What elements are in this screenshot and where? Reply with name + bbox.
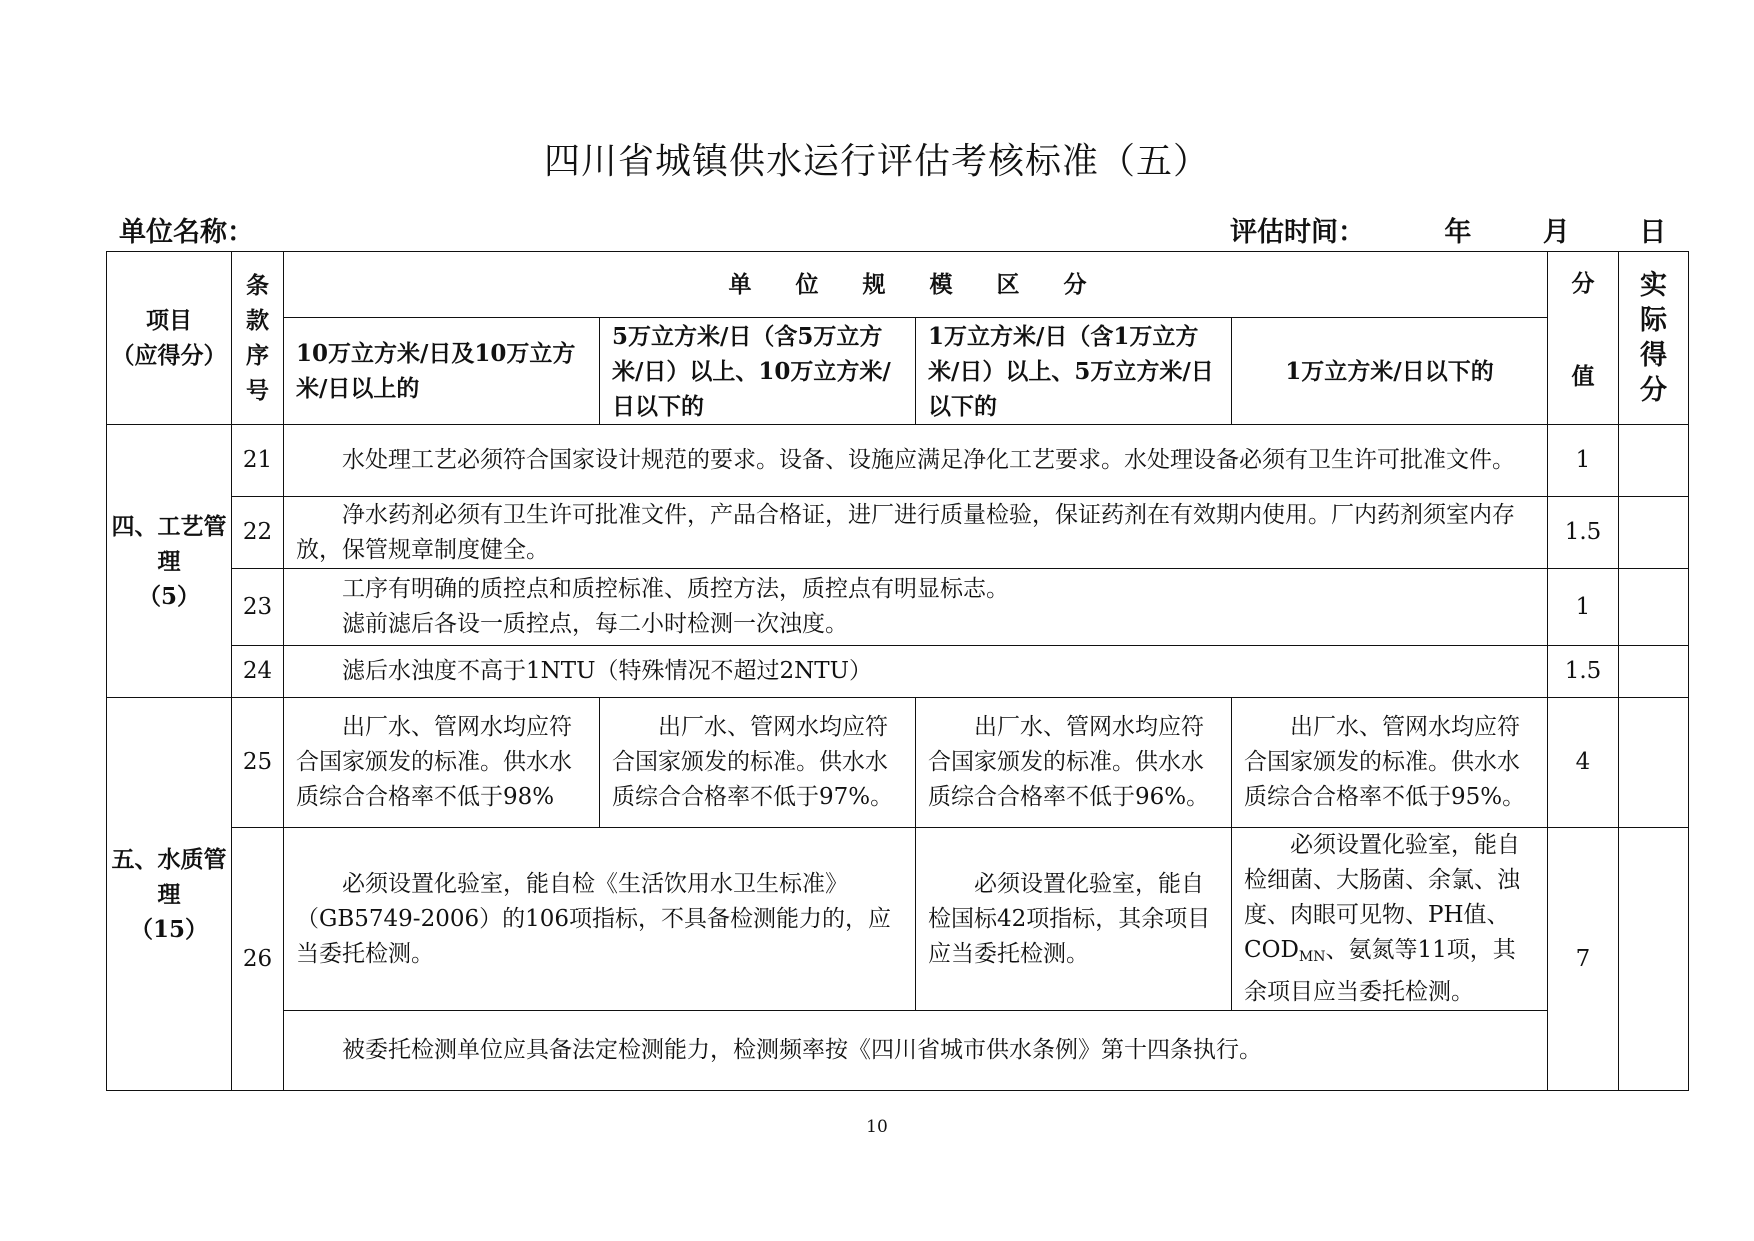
clause-text: 出厂水、管网水均应符合国家颁发的标准。供水水质综合合格率不低于95%。 bbox=[1232, 698, 1548, 828]
header-project-label: 项目 bbox=[146, 307, 192, 334]
header-clause-char: 款 bbox=[246, 307, 269, 334]
actual-score-cell[interactable] bbox=[1619, 698, 1689, 828]
actual-score-cell[interactable] bbox=[1619, 497, 1689, 569]
clause-text bbox=[1232, 828, 1548, 1011]
scale-3: 1万立方米/日（含1万立方米/日）以上、5万立方米/日以下的 bbox=[916, 318, 1232, 425]
header-actual-char: 分 bbox=[1640, 375, 1667, 406]
header-actual-char: 际 bbox=[1640, 305, 1667, 336]
section-water-quality-name: 五、水质管理 bbox=[111, 845, 227, 908]
clause-number: 26 bbox=[232, 828, 284, 1091]
header-score-char: 分 bbox=[1571, 270, 1595, 297]
score-value: 4 bbox=[1548, 698, 1619, 828]
actual-score-cell[interactable] bbox=[1619, 646, 1689, 698]
actual-score-cell[interactable] bbox=[1619, 569, 1689, 646]
score-value: 7 bbox=[1548, 828, 1619, 1091]
eval-time-label: 评估时间： bbox=[1230, 217, 1365, 248]
header-actual-char: 实 bbox=[1640, 270, 1667, 301]
assessment-table bbox=[106, 251, 1689, 1091]
clause-text: 滤后水浊度不高于1NTU（特殊情况不超过2NTU） bbox=[284, 646, 1548, 698]
actual-score-cell[interactable] bbox=[1619, 828, 1689, 1091]
unit-name-label: 单位名称： bbox=[119, 217, 254, 248]
header-actual-char: 得 bbox=[1640, 340, 1667, 371]
eval-time bbox=[1230, 210, 1666, 249]
header-clause-char: 号 bbox=[246, 377, 269, 404]
score-value: 1.5 bbox=[1548, 497, 1619, 569]
clause-text: 出厂水、管网水均应符合国家颁发的标准。供水水质综合合格率不低于96%。 bbox=[916, 698, 1232, 828]
section-process bbox=[107, 425, 232, 698]
clause-number: 24 bbox=[232, 646, 284, 698]
clause-text: 被委托检测单位应具备法定检测能力，检测频率按《四川省城市供水条例》第十四条执行。 bbox=[284, 1011, 1548, 1091]
header-score bbox=[1548, 252, 1619, 425]
clause-text: 净水药剂必须有卫生许可批准文件，产品合格证，进厂进行质量检验，保证药剂在有效期内使用。厂内药剂须室内存放，保管规章制度健全。 bbox=[284, 497, 1548, 569]
clause-text: 出厂水、管网水均应符合国家颁发的标准。供水水质综合合格率不低于98% bbox=[284, 698, 600, 828]
clause-text-subscript: MN bbox=[1298, 949, 1326, 965]
clause-number: 25 bbox=[232, 698, 284, 828]
clause-text: 出厂水、管网水均应符合国家颁发的标准。供水水质综合合格率不低于97%。 bbox=[600, 698, 916, 828]
header-clause bbox=[232, 252, 284, 425]
clause-text-line: 滤前滤后各设一质控点，每二小时检测一次浊度。 bbox=[342, 611, 848, 637]
clause-text bbox=[284, 569, 1548, 646]
clause-text-part: 必须设置化验室，能自检细菌、大肠菌、余氯、浊度、肉眼可见物、PH值、COD bbox=[1244, 832, 1520, 963]
section-process-score: （5） bbox=[137, 582, 200, 610]
header-actual bbox=[1619, 252, 1689, 425]
clause-number: 23 bbox=[232, 569, 284, 646]
scale-2: 5万立方米/日（含5万立方米/日）以上、10万立方米/日以下的 bbox=[600, 318, 916, 425]
clause-text: 必须设置化验室，能自检国标42项指标，其余项目应当委托检测。 bbox=[916, 828, 1232, 1011]
actual-score-cell[interactable] bbox=[1619, 425, 1689, 497]
header-clause-char: 序 bbox=[246, 342, 269, 369]
score-value: 1 bbox=[1548, 425, 1619, 497]
header-clause-char: 条 bbox=[246, 272, 269, 299]
clause-text: 水处理工艺必须符合国家设计规范的要求。设备、设施应满足净化工艺要求。水处理设备必须有卫生许可批准文件。 bbox=[284, 425, 1548, 497]
section-water-quality bbox=[107, 698, 232, 1091]
header-project-sub: （应得分） bbox=[111, 342, 227, 369]
clause-number: 21 bbox=[232, 425, 284, 497]
section-water-quality-score: （15） bbox=[129, 915, 208, 943]
header-scale: 单位规模区分 bbox=[284, 252, 1548, 318]
header-project bbox=[107, 252, 232, 425]
score-value: 1 bbox=[1548, 569, 1619, 646]
eval-year: 年 bbox=[1444, 217, 1472, 248]
scale-1: 10万立方米/日及10万立方米/日以上的 bbox=[284, 318, 600, 425]
eval-day: 日 bbox=[1639, 217, 1667, 248]
page-title: 四川省城镇供水运行评估考核标准（五） bbox=[543, 141, 1210, 182]
clause-text-part: 、氨氮等11项，其余项目应当委托检测。 bbox=[1244, 937, 1516, 1005]
section-process-name: 四、工艺管理 bbox=[111, 512, 227, 575]
page-number: 10 bbox=[866, 1117, 888, 1137]
eval-month: 月 bbox=[1542, 217, 1570, 248]
clause-number: 22 bbox=[232, 497, 284, 569]
clause-text: 必须设置化验室，能自检《生活饮用水卫生标准》（GB5749-2006）的106项指标，不具备检测能力的，应当委托检测。 bbox=[284, 828, 916, 1011]
scale-4: 1万立方米/日以下的 bbox=[1232, 318, 1548, 425]
header-score-char: 值 bbox=[1571, 363, 1595, 390]
clause-text-line: 工序有明确的质控点和质控标准、质控方法，质控点有明显标志。 bbox=[342, 576, 1009, 602]
score-value: 1.5 bbox=[1548, 646, 1619, 698]
